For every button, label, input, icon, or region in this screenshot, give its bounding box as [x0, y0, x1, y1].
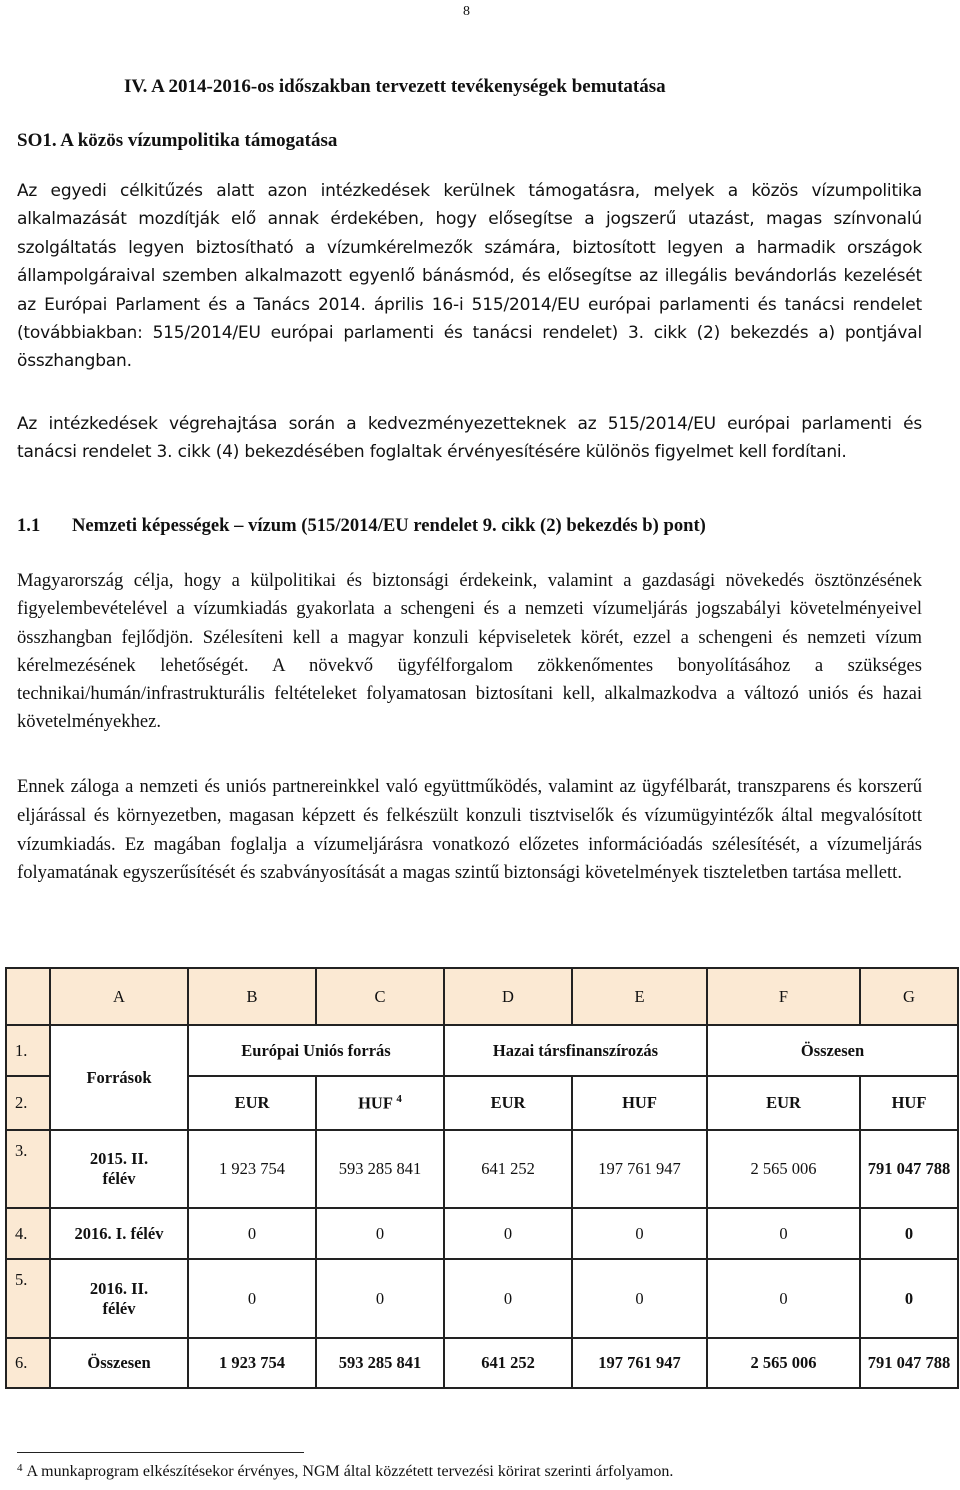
footnote-ref: 4 [396, 1092, 402, 1105]
table-row [6, 1208, 958, 1259]
footnote-text: A munkaprogram elkészítésekor érvényes, NGM által közzétett tervezési körirat szerinti árfolyamon. [26, 1463, 674, 1480]
subsection-number: 1.1 [17, 515, 41, 536]
column-letter: A [50, 968, 188, 1025]
table-cell: 1 923 754 [188, 1130, 316, 1208]
table-cell: 0 [860, 1208, 958, 1259]
currency-header [316, 1076, 444, 1130]
table-cell: 593 285 841 [316, 1130, 444, 1208]
table-cell: 0 [860, 1259, 958, 1338]
section-heading-so1: SO1. A közös vízumpolitika támogatása [17, 130, 338, 151]
table-cell: 641 252 [444, 1338, 572, 1388]
currency-header-text: HUF [358, 1093, 393, 1113]
currency-header: HUF [572, 1076, 707, 1130]
table-row [6, 1130, 958, 1208]
table-cell: 1 923 754 [188, 1338, 316, 1388]
currency-header: HUF [860, 1076, 958, 1130]
row-label: 2016. I. félév [50, 1208, 188, 1259]
row-label: Összesen [50, 1338, 188, 1388]
table-cell: 791 047 788 [860, 1130, 958, 1208]
row-label-text: 2015. II. félév [89, 1149, 149, 1188]
row-number: 3. [6, 1130, 50, 1208]
table-cell: 0 [707, 1208, 860, 1259]
table-row [6, 1025, 958, 1076]
row-label-text: 2016. II. félév [89, 1278, 149, 1318]
subsection-heading-1-1 [17, 515, 706, 537]
table-cell: 0 [316, 1259, 444, 1338]
table-cell: 0 [444, 1259, 572, 1338]
row-number: 1. [6, 1025, 50, 1076]
table-row [6, 1259, 958, 1338]
table-cell: 197 761 947 [572, 1338, 707, 1388]
table-cell: 791 047 788 [860, 1338, 958, 1388]
paragraph-4: Ennek záloga a nemzeti és uniós partnereinkkel való együttműködés, valamint az ügyfélbarát, transzparens és korszerű eljárással és környezetben, magasan képzett és felkészült konzuli tisztviselők és vízumügyintézők által megvalósított vízumkiadás. Ez magában foglalja a vízumeljárásra vonatkozó előzetes információadás szélesítését, a vízumeljárás folyamatának egyszerűsítését és szabványosítását a magas szintű biztonsági követelmények tiszteletben tartása mellett. [17, 776, 922, 884]
footnote-divider [17, 1452, 304, 1453]
column-letter: E [572, 968, 707, 1025]
group-header-osszesen: Összesen [707, 1025, 958, 1076]
paragraph-2: Az intézkedések végrehajtása során a kedvezményezetteknek az 515/2014/EU európai parlamenti és tanácsi rendelet 3. cikk (4) bekezdésében foglaltak érvényesítésére különös figyelmet kell fordítani. [17, 414, 922, 463]
column-letter-row [6, 968, 958, 1025]
row-label [50, 1130, 188, 1208]
paragraph-3: Magyarország célja, hogy a külpolitikai és biztonsági érdekeink, valamint a gazdasági növekedés ösztönzésének figyelembevételével a vízumkiadás gyakorlata a schengeni és a nemzeti vízumeljárás jogszabályi követelményeivel összhangban fejlődjön. Szélesíteni kell a magyar konzuli képviseletek körét, ezzel a schengeni és nemzeti vízum kérelmezésének lehetőségét. A növekvő ügyfélforgalom zökkenőmentes bonyolításához a szükséges technikai/humán/infrastrukturális feltételeket folyamatosan biztosítani kell, alkalmazkodva a változó uniós és hazai követelményekhez. [17, 570, 922, 733]
subsection-title: Nemzeti képességek – vízum (515/2014/EU rendelet 9. cikk (2) bekezdés b) pont) [72, 515, 706, 536]
table-cell: 0 [572, 1208, 707, 1259]
page-number: 8 [463, 4, 470, 19]
table-cell: 2 565 006 [707, 1338, 860, 1388]
row-number: 4. [6, 1208, 50, 1259]
table-cell: 2 565 006 [707, 1130, 860, 1208]
footnote [17, 1462, 673, 1481]
table-row-total [6, 1338, 958, 1388]
column-letter: G [860, 968, 958, 1025]
table-cell: 0 [707, 1259, 860, 1338]
financial-table [5, 967, 959, 1389]
currency-header: EUR [707, 1076, 860, 1130]
row-number: 5. [6, 1259, 50, 1338]
group-header-eu: Európai Uniós forrás [188, 1025, 444, 1076]
table-cell: 593 285 841 [316, 1338, 444, 1388]
table-cell: 0 [316, 1208, 444, 1259]
column-letter: B [188, 968, 316, 1025]
column-letter: F [707, 968, 860, 1025]
row-label [50, 1259, 188, 1338]
section-heading-iv: IV. A 2014-2016-os időszakban tervezett tevékenységek bemutatása [124, 76, 666, 97]
table-cell: 0 [188, 1259, 316, 1338]
paragraph-1: Az egyedi célkitűzés alatt azon intézkedések kerülnek támogatásra, melyek a közös vízumpolitika alkalmazását mozdítják elő annak érdekében, hogy elősegítse a jogszerű utazást, magas színvonalú szolgáltatás legyen biztosítható a vízumkérelmezők számára, biztosított legyen a harmadik országok állampolgáraival szemben alkalmazott egyenlő bánásmód, és elősegítse az illegális bevándorlás kezelését az Európai Parlament és a Tanács 2014. április 16-i 515/2014/EU európai parlamenti és tanácsi rendelet (továbbiakban: 515/2014/EU európai parlamenti és tanácsi rendelet) 3. cikk (2) bekezdés a) pontjával összhangban. [17, 181, 922, 372]
table-cell: 197 761 947 [572, 1130, 707, 1208]
footnote-number: 4 [17, 1462, 23, 1474]
table-cell: 0 [444, 1208, 572, 1259]
table-cell: 641 252 [444, 1130, 572, 1208]
row-number: 2. [6, 1076, 50, 1130]
column-letter: C [316, 968, 444, 1025]
corner-cell [6, 968, 50, 1025]
group-header-hazai: Hazai társfinanszírozás [444, 1025, 707, 1076]
row-number: 6. [6, 1338, 50, 1388]
table-cell: 0 [572, 1259, 707, 1338]
forrasok-label: Források [50, 1025, 188, 1130]
currency-header: EUR [188, 1076, 316, 1130]
table-cell: 0 [188, 1208, 316, 1259]
currency-header: EUR [444, 1076, 572, 1130]
column-letter: D [444, 968, 572, 1025]
